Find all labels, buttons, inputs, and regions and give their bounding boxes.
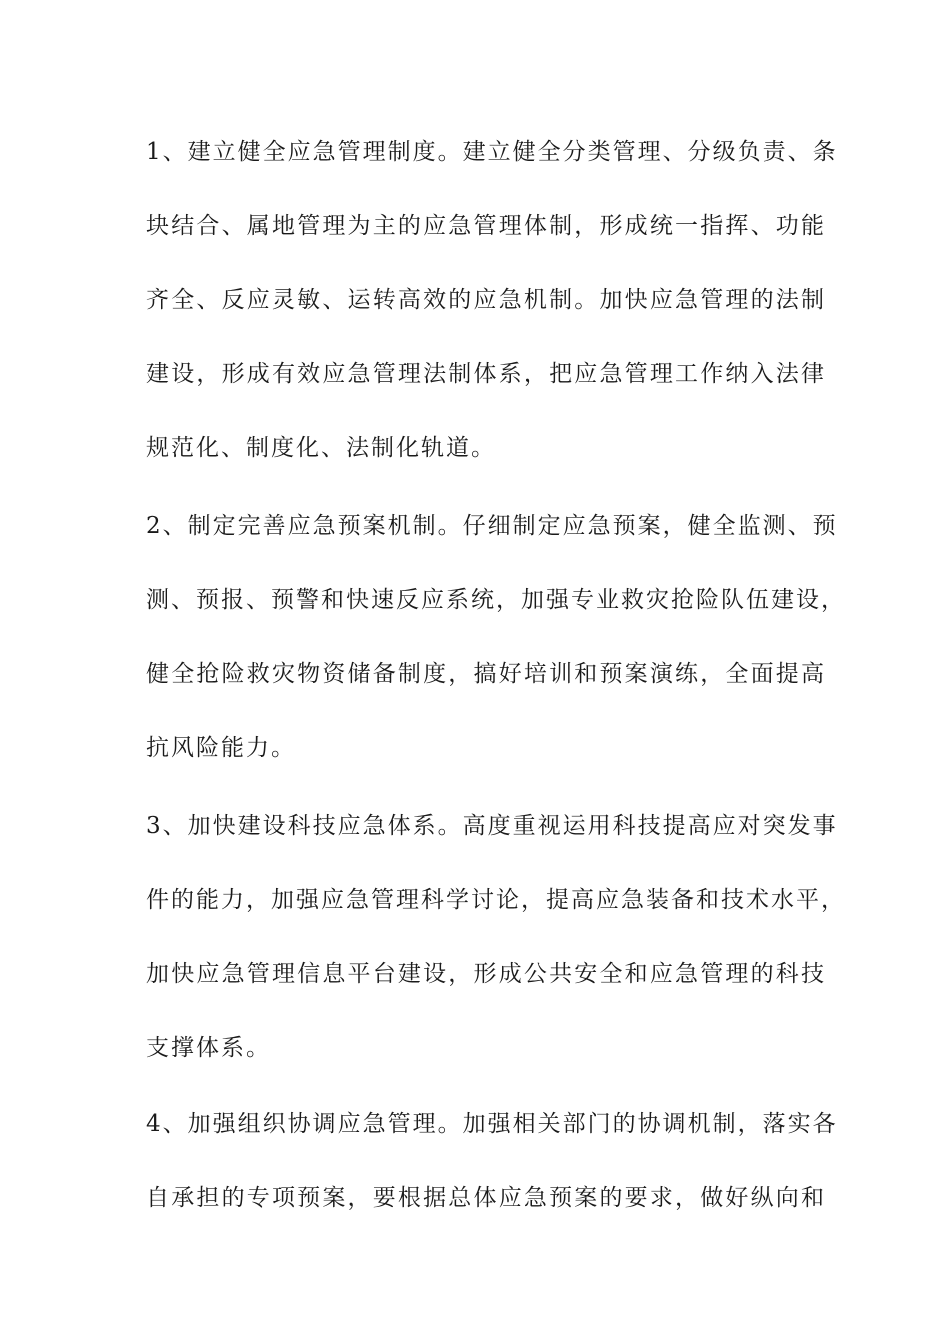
paragraph-2-line-4: 抗风险能力。	[146, 735, 296, 761]
paragraph-1-line-4: 建设，形成有效应急管理法制体系，把应急管理工作纳入法律	[146, 361, 826, 387]
paragraph-2-line-3: 健全抢险救灾物资储备制度，搞好培训和预案演练，全面提高	[146, 661, 826, 687]
paragraph-2-line-1: 2、制定完善应急预案机制。仔细制定应急预案，健全监测、预	[146, 513, 838, 539]
paragraph-4-line-1: 4、加强组织协调应急管理。加强相关部门的协调机制，落实各	[146, 1111, 838, 1137]
paragraph-1-line-3: 齐全、反应灵敏、运转高效的应急机制。加快应急管理的法制	[146, 287, 826, 313]
paragraph-3-line-3: 加快应急管理信息平台建设，形成公共安全和应急管理的科技	[146, 961, 826, 987]
paragraph-1-line-5: 规范化、制度化、法制化轨道。	[146, 435, 496, 461]
paragraph-1-line-1: 1、建立健全应急管理制度。建立健全分类管理、分级负责、条	[146, 139, 838, 165]
paragraph-3-line-1: 3、加快建设科技应急体系。高度重视运用科技提高应对突发事	[146, 813, 838, 839]
paragraph-3-line-4: 支撑体系。	[146, 1035, 271, 1061]
paragraph-1-line-2: 块结合、属地管理为主的应急管理体制，形成统一指挥、功能	[146, 213, 826, 239]
paragraph-4-line-2: 自承担的专项预案，要根据总体应急预案的要求，做好纵向和	[146, 1185, 826, 1211]
paragraph-2-line-2: 测、预报、预警和快速反应系统，加强专业救灾抢险队伍建设，	[146, 587, 846, 613]
paragraph-3-line-2: 件的能力，加强应急管理科学讨论，提高应急装备和技术水平，	[146, 887, 846, 913]
